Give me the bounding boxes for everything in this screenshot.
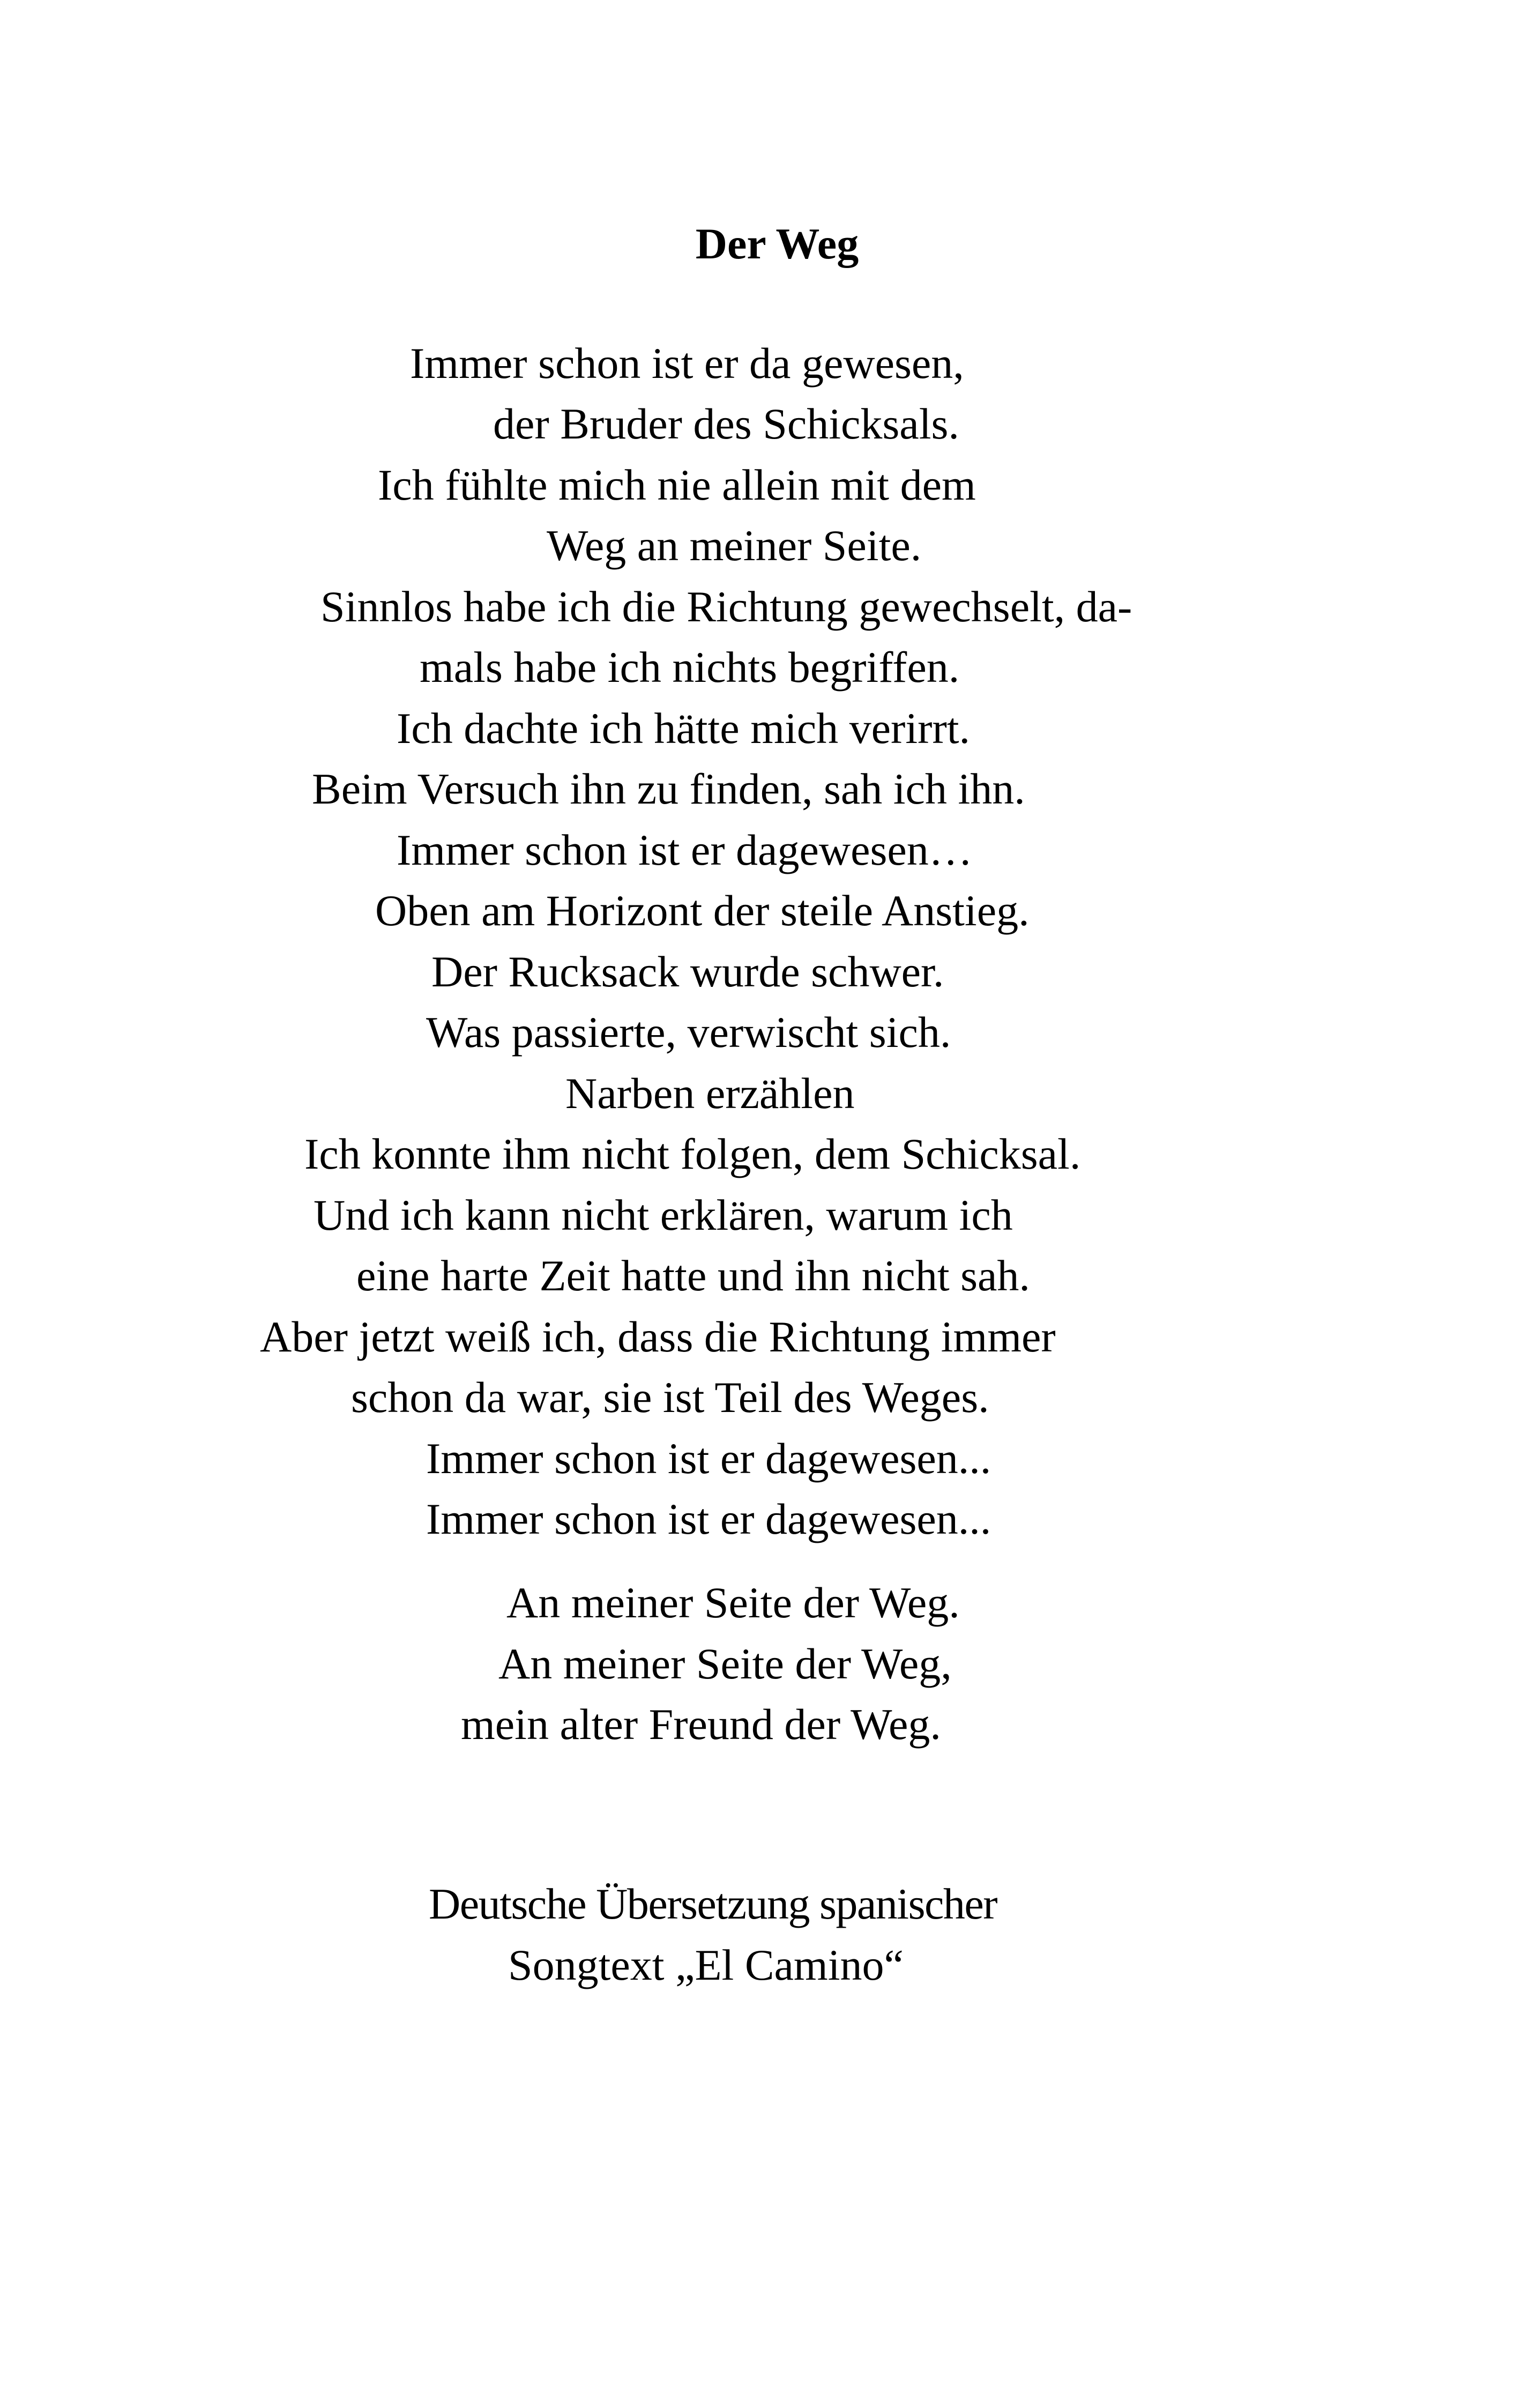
poem-line: Beim Versuch ihn zu finden, sah ich ihn. (312, 764, 1025, 813)
poem-line: eine harte Zeit hatte und ihn nicht sah. (356, 1251, 1030, 1300)
poem-line: Weg an meiner Seite. (547, 521, 922, 570)
poem-line: der Bruder des Schicksals. (493, 399, 959, 448)
poem-line: Immer schon ist er da gewesen, (410, 339, 964, 388)
poem-line: Ich dachte ich hätte mich verirrt. (397, 704, 971, 753)
poem-line: mals habe ich nichts begriffen. (420, 643, 960, 692)
poem-line: Der Rucksack wurde schwer. (431, 947, 944, 996)
poem-line: mein alter Freund der Weg. (461, 1700, 941, 1749)
poem-line: Immer schon ist er dagewesen… (397, 826, 973, 874)
poem-line: Und ich kann nicht erklären, warum ich (314, 1191, 1013, 1239)
poem-line: Ich konnte ihm nicht folgen, dem Schicksal. (304, 1129, 1081, 1178)
poem-line: Aber jetzt weiß ich, dass die Richtung immer (260, 1312, 1056, 1361)
poem-line: Ich fühlte mich nie allein mit dem (378, 460, 976, 509)
poem-line: An meiner Seite der Weg. (506, 1578, 960, 1627)
poem-line: Immer schon ist er dagewesen... (426, 1434, 991, 1483)
poem-line: Was passierte, verwischt sich. (426, 1008, 951, 1057)
poem-title: Der Weg (695, 219, 859, 268)
poem-line: Immer schon ist er dagewesen... (426, 1495, 991, 1543)
poem-line: schon da war, sie ist Teil des Weges. (351, 1373, 989, 1422)
poem-line: An meiner Seite der Weg, (498, 1639, 952, 1688)
attribution-line: Songtext „El Camino“ (508, 1941, 904, 1989)
attribution-line: Deutsche Übersetzung spanischer (429, 1879, 997, 1928)
poem-line: Oben am Horizont der steile Anstieg. (375, 886, 1030, 935)
poem-line: Narben erzählen (565, 1069, 855, 1118)
poem-line: Sinnlos habe ich die Richtung gewechselt, da- (320, 582, 1132, 631)
